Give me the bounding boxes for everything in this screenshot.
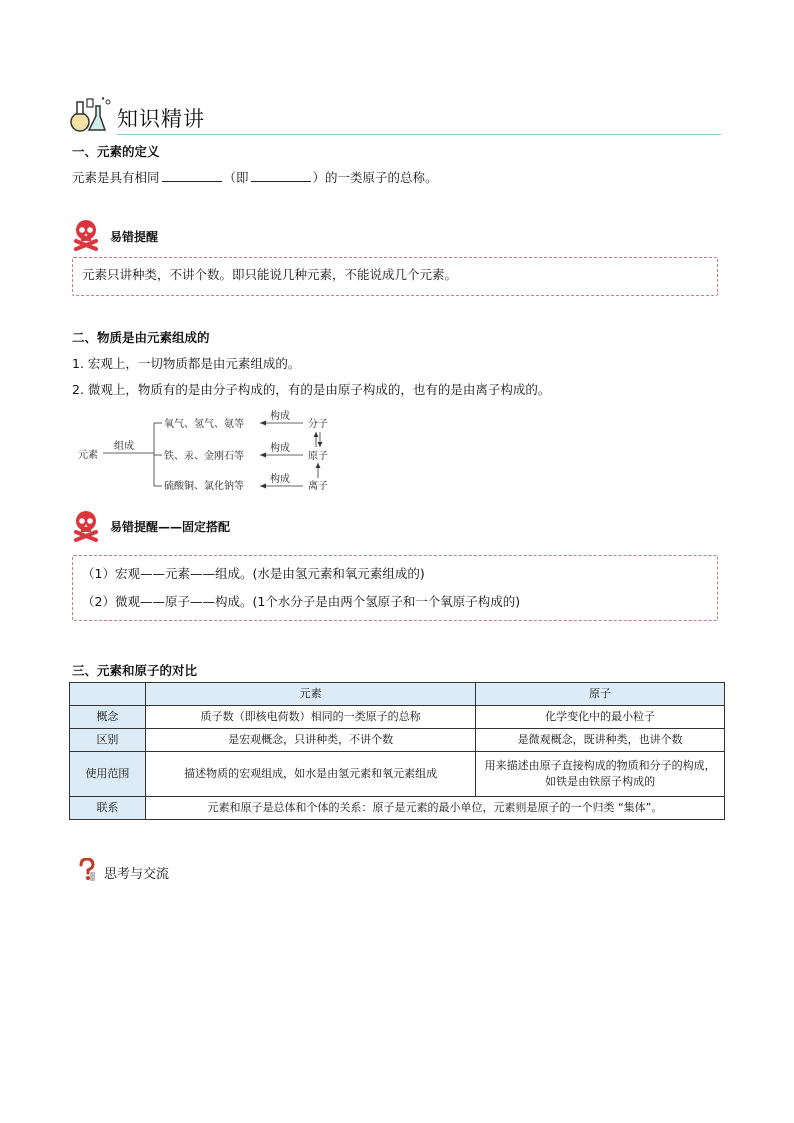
table-cell: 描述物质的宏观组成，如水是由氢元素和氧元素组成 (145, 752, 475, 797)
row-label: 概念 (70, 706, 146, 729)
diagram-root-label: 元素 (78, 450, 98, 461)
warning1-title: 易错提醒 (110, 230, 159, 244)
definition-text-1: 元素是具有相同 (72, 170, 160, 185)
definition-text-2: （即 (223, 170, 249, 185)
table-header-row (70, 683, 725, 706)
diagram-compose-label: 组成 (114, 441, 134, 452)
header-logo (70, 96, 114, 134)
warning1-box (72, 257, 718, 296)
table-row (70, 797, 725, 820)
footer-title: 思考与交流 (104, 867, 170, 882)
table-row (70, 729, 725, 752)
diagram-substances-1: 氧气、氢气、氨等 (164, 419, 244, 430)
warning2-line-1: （1）宏观——元素——组成。(水是由氢元素和氧元素组成的) (82, 566, 425, 581)
warning2-line-2: （2）微观——原子——构成。(1个水分子是由两个氢原子和一个氧原子构成的) (82, 594, 521, 609)
diagram-substances-2: 铁、汞、金刚石等 (164, 451, 244, 462)
table-cell: 用来描述由原子直接构成的物质和分子的构成，如铁是由铁原子构成的 (476, 752, 725, 797)
diagram-relation-2: 构成 (270, 443, 290, 454)
comparison-table (69, 682, 725, 820)
lab-flask-icon (70, 96, 114, 134)
diagram-particle-3: 离子 (308, 481, 328, 492)
composition-diagram (70, 405, 350, 497)
diagram-relation-1: 构成 (270, 411, 290, 422)
fill-blank-2[interactable] (251, 169, 311, 182)
skull-icon (73, 510, 99, 542)
diagram-particle-1: 分子 (308, 419, 328, 430)
warning2-title: 易错提醒——固定搭配 (110, 520, 231, 534)
row-label: 联系 (70, 797, 146, 820)
table-header-cell: 原子 (476, 683, 725, 706)
table-header-cell: 元素 (145, 683, 475, 706)
diagram-relation-3: 构成 (270, 474, 290, 485)
diagram-particle-2: 原子 (308, 451, 328, 462)
section2-title: 二、物质是由元素组成的 (72, 330, 210, 345)
fill-blank-1[interactable] (162, 169, 222, 182)
table-row (70, 752, 725, 797)
table-cell: 质子数（即核电荷数）相同的一类原子的总称 (145, 706, 475, 729)
row-label: 区别 (70, 729, 146, 752)
row-label: 使用范围 (70, 752, 146, 797)
definition-text-3: ）的一类原子的总称。 (312, 170, 438, 185)
table-cell: 是微观概念，既讲种类，也讲个数 (476, 729, 725, 752)
section1-definition (72, 168, 438, 186)
section3-title: 三、元素和原子的对比 (72, 663, 198, 678)
table-header-cell (70, 683, 146, 706)
skull-icon (73, 219, 99, 251)
page-title: 知识精讲 (117, 107, 205, 131)
warning1-text: 元素只讲种类，不讲个数。即只能说几种元素，不能说成几个元素。 (82, 267, 458, 282)
section1-title: 一、元素的定义 (72, 144, 160, 159)
section2-item-2: 2. 微观上，物质有的是由分子构成的，有的是由原子构成的，也有的是由离子构成的。 (72, 382, 551, 397)
table-cell: 是宏观概念，只讲种类，不讲个数 (145, 729, 475, 752)
table-cell: 化学变化中的最小粒子 (476, 706, 725, 729)
warning2-box (72, 555, 718, 621)
section2-item-1: 1. 宏观上，一切物质都是由元素组成的。 (72, 356, 301, 371)
table-row (70, 706, 725, 729)
diagram-substances-3: 硫酸铜、氯化钠等 (164, 481, 244, 492)
header-divider (117, 134, 721, 135)
table-cell: 元素和原子是总体和个体的关系：原子是元素的最小单位，元素则是原子的一个归类 “集体”。 (145, 797, 724, 820)
question-icon (77, 858, 97, 882)
